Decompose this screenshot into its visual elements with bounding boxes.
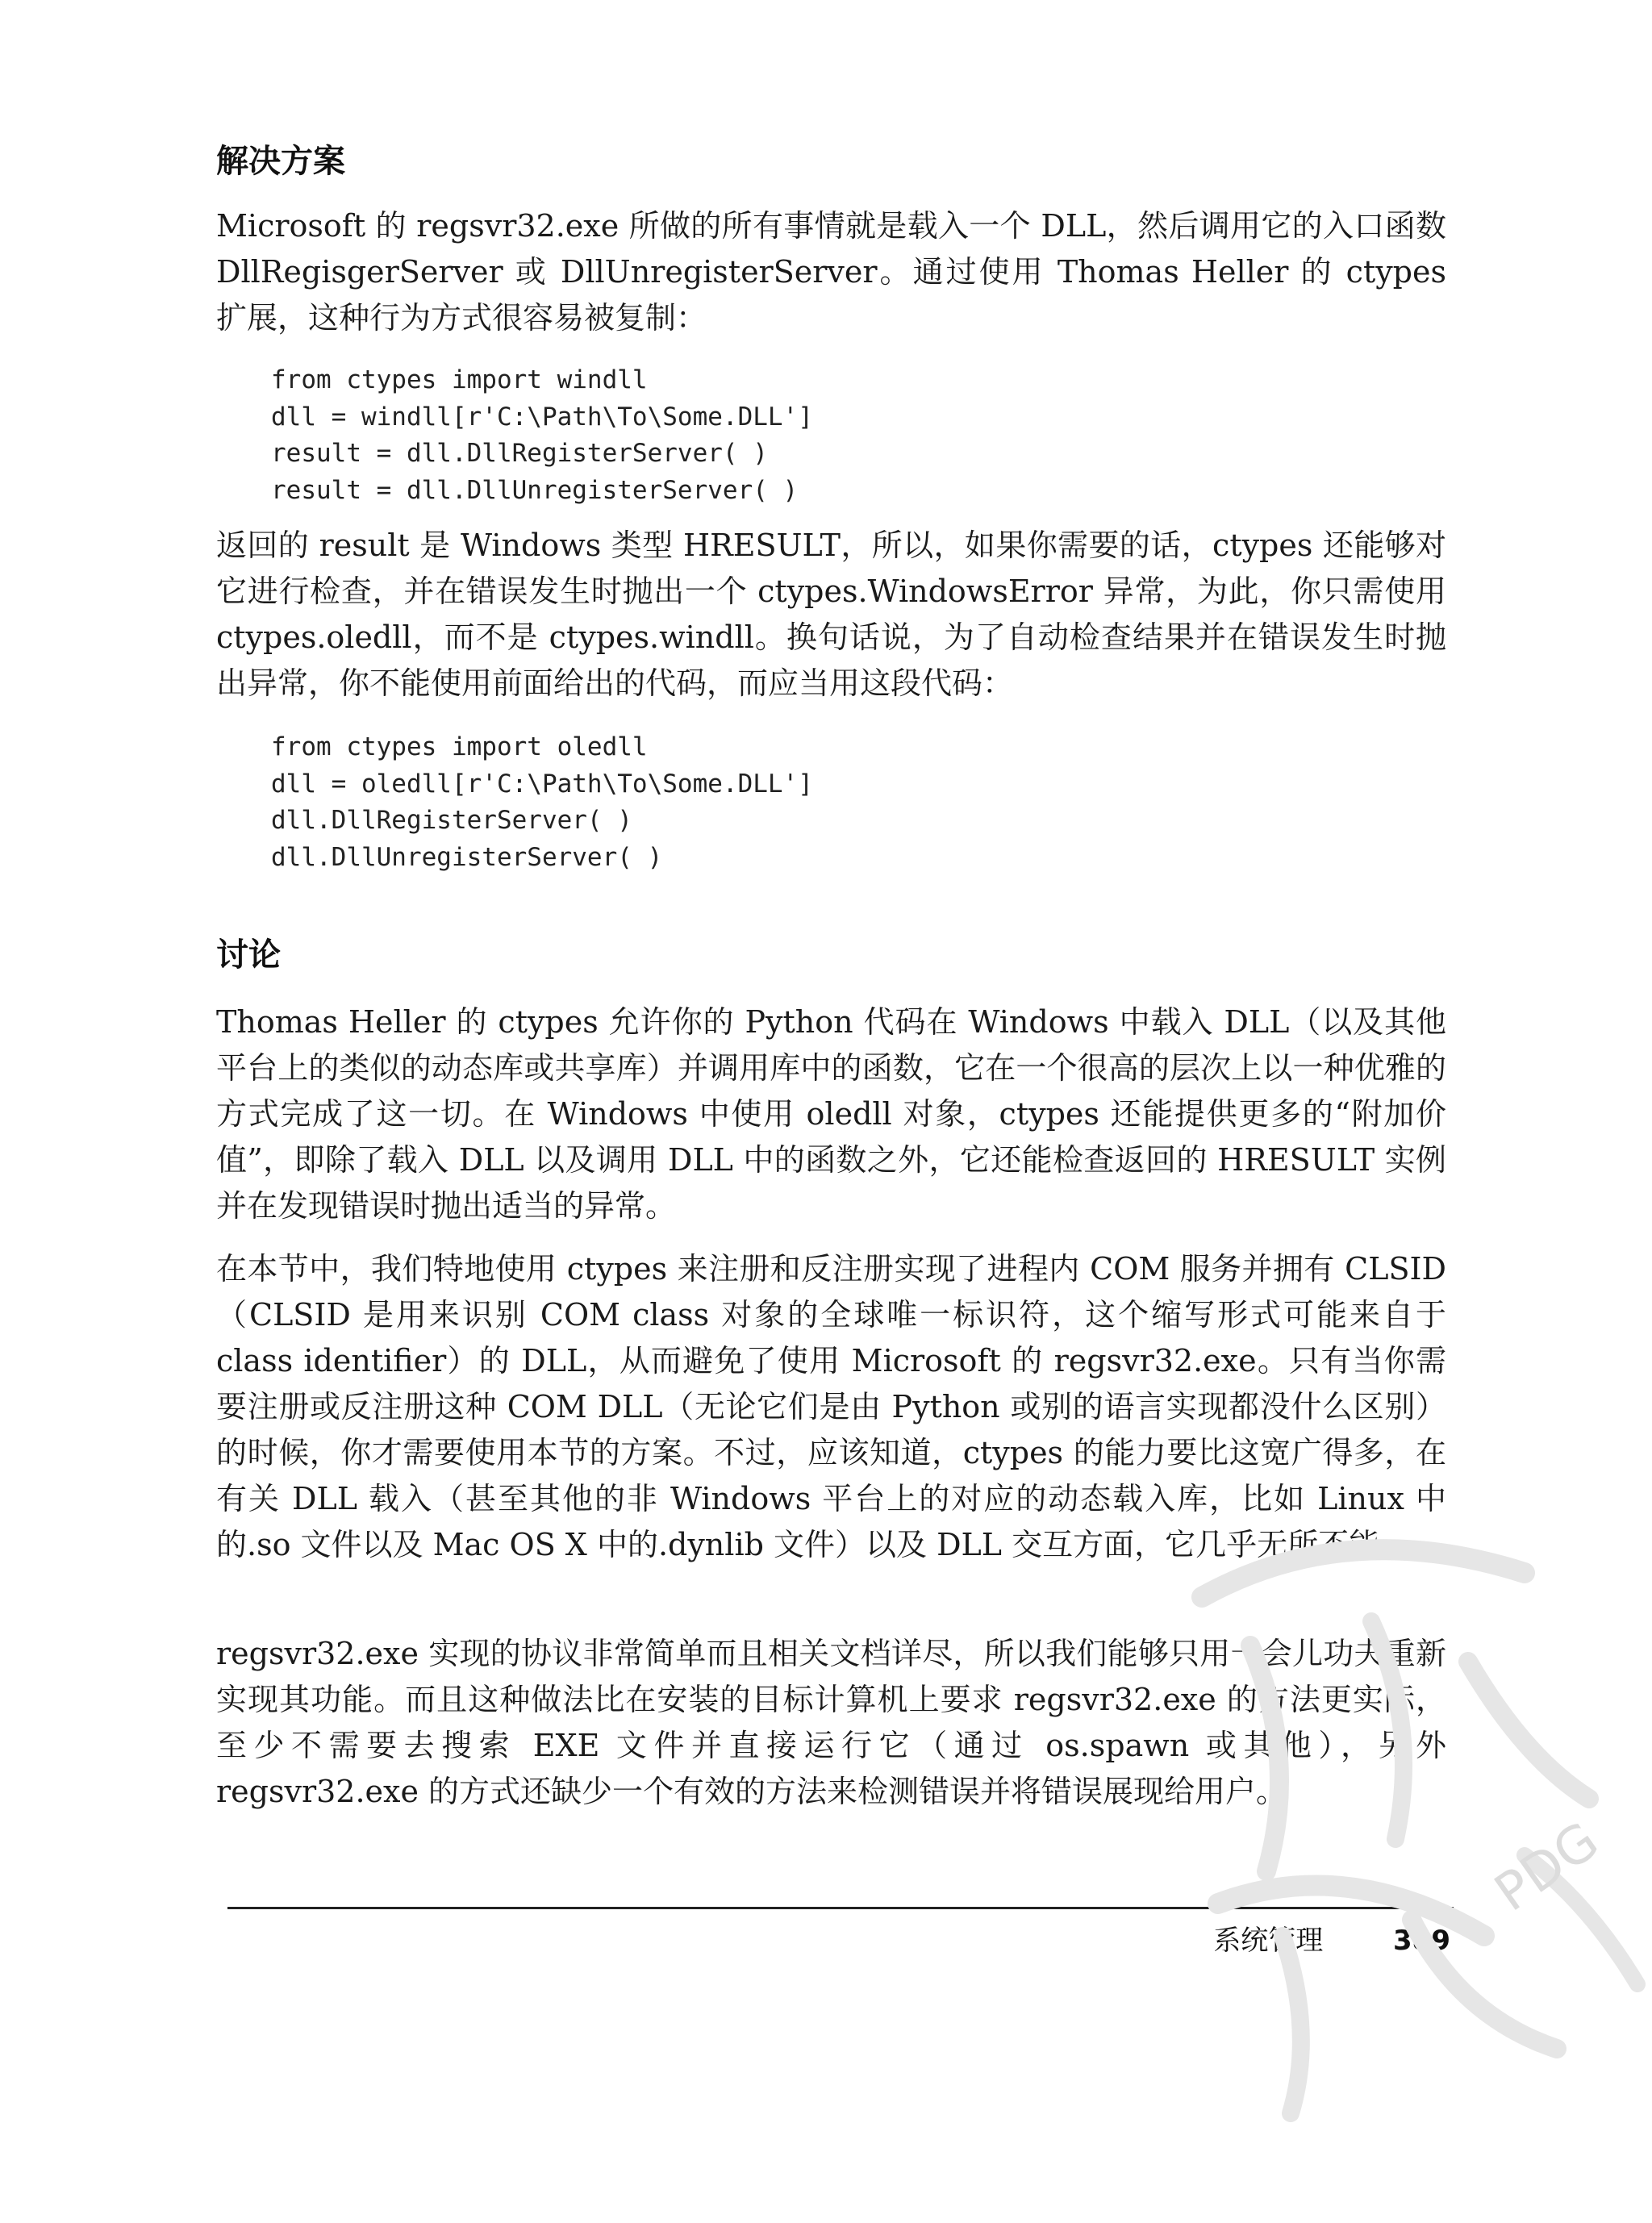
code-line: dll.DllRegisterServer( ) (271, 806, 632, 835)
solution-paragraph-1: Microsoft 的 regsvr32.exe 所做的所有事情就是载入一个 DLL，然后调用它的入口函数 DllRegisgerServer 或 DllUnregisterServer。通过使用 Thomas Heller 的 ctypes 扩展，这种行为方式很容易被复制： (216, 208, 1446, 336)
discussion-paragraph-1: Thomas Heller 的 ctypes 允许你的 Python 代码在 Windows 中载入 DLL（以及其他平台上的类似的动态库或共享库）并调用库中的函数，它在一个很高的层次上以一种优雅的方式完成了这一切。在 Windows 中使用 oledll 对象，ctypes 还能提供更多的“附加价值”，即除了载入 DLL 以及调用 DLL 中的函数之外，它还能检查返回的 HRESULT 实例并在发现错误时抛出适当的异常。 (216, 1004, 1446, 1224)
code-line: dll = windll[r'C:\Path\To\Some.DLL'] (271, 402, 813, 432)
code-line: from ctypes import windll (271, 365, 648, 394)
watermark-seal-icon (1105, 1420, 1652, 2146)
solution-heading: 解决方案 (216, 143, 345, 180)
solution-paragraph-2: 返回的 result 是 Windows 类型 HRESULT，所以，如果你需要的话，ctypes 还能够对它进行检查，并在错误发生时抛出一个 ctypes.WindowsError 异常，为此，你只需使用 ctypes.oledll，而不是 ctypes.windll。换句话说，为了自动检查结果并在错误发生时抛出异常，你不能使用前面给出的代码，而应当用这段代码： (216, 528, 1446, 701)
code-block-oledll (271, 729, 813, 876)
discussion-paragraph-2: 在本节中，我们特地使用 ctypes 来注册和反注册实现了进程内 COM 服务并拥有 CLSID（CLSID 是用来识别 COM class 对象的全球唯一标识符，这个缩写形式可能来自于 class identifier）的 DLL，从而避免了使用 Microsoft 的 regsvr32.exe。只有当你需要注册或反注册这种 COM DLL（无论它们是由 Python 或别的语言实现都没什么区别）的时候，你才需要使用本节的方案。不过，应该知道，ctypes 的能力要比这宽广得多，在有关 DLL 载入（甚至其他的非 Windows 平台上的对应的动态载入库，比如 Linux 中的.so 文件以及 Mac OS X 中的.dynlib 文件）以及 DLL 交互方面，它几乎无所不能。 (216, 1251, 1446, 1562)
watermark-text: PDG (1484, 1811, 1610, 1924)
code-line: dll.DllUnregisterServer( ) (271, 842, 663, 872)
footer-section-name: 系统管理 (1213, 1925, 1324, 1957)
code-line: from ctypes import oledll (271, 732, 648, 761)
code-line: result = dll.DllRegisterServer( ) (271, 439, 768, 468)
page-number: 389 (1393, 1925, 1450, 1957)
code-block-windll (271, 362, 813, 509)
code-line: dll = oledll[r'C:\Path\To\Some.DLL'] (271, 769, 813, 799)
code-line: result = dll.DllUnregisterServer( ) (271, 475, 799, 505)
discussion-heading: 讨论 (216, 936, 281, 974)
discussion-paragraph-3: regsvr32.exe 实现的协议非常简单而且相关文档详尽，所以我们能够只用一会儿功夫重新实现其功能。而且这种做法比在安装的目标计算机上要求 regsvr32.exe 的方法更实际，至少不需要去搜索 EXE 文件并直接运行它（通过 os.spawn 或其他），另外 regsvr32.exe 的方式还缺少一个有效的方法来检测错误并将错误展现给用户。 (216, 1636, 1446, 1809)
